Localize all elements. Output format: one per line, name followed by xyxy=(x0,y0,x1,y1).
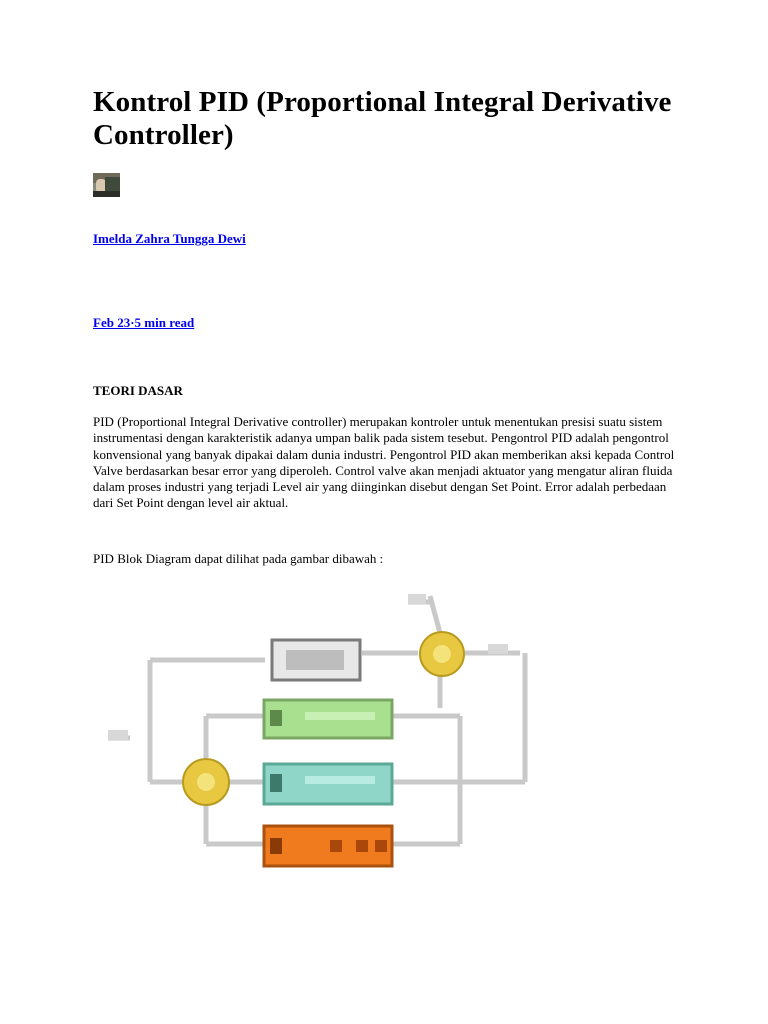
author-avatar[interactable] xyxy=(93,173,120,197)
pid-diagram-svg xyxy=(100,588,540,878)
author-link[interactable]: Imelda Zahra Tungga Dewi xyxy=(93,231,246,246)
publish-meta-link[interactable]: Feb 23·5 min read xyxy=(93,315,195,330)
pid-block-diagram xyxy=(100,588,540,878)
article-title: Kontrol PID (Proportional Integral Derivative Controller) xyxy=(93,86,672,151)
body-paragraph: PID (Proportional Integral Derivative controller) merupakan kontroler untuk menentukan presisi suatu sistem instrumentasi dengan karakteristik adanya umpan balik pada sistem tesebut. Pengontrol PID adalah pengontrol konvensional yang banyak dipakai dalam dunia industri. Pengontrol PID akan memberikan aksi kepada Control Valve berdasarkan besar error yang diperoleh. Control valve akan menjadi aktuator yang mengatur aliran fluida dalam proses industri yang terjadi Level air yang diinginkan disebut dengan Set Point. Error adalah perbedaan dari Set Point dengan level air aktual. xyxy=(93,414,675,511)
plant-block-label xyxy=(286,650,344,670)
figure-caption: PID Blok Diagram dapat dilihat pada gambar dibawah : xyxy=(93,551,384,566)
summing-junction-main-center xyxy=(197,773,215,791)
section-heading: TEORI DASAR xyxy=(93,383,183,398)
derivative-block xyxy=(264,826,392,866)
summing-junction-top-center xyxy=(433,645,451,663)
